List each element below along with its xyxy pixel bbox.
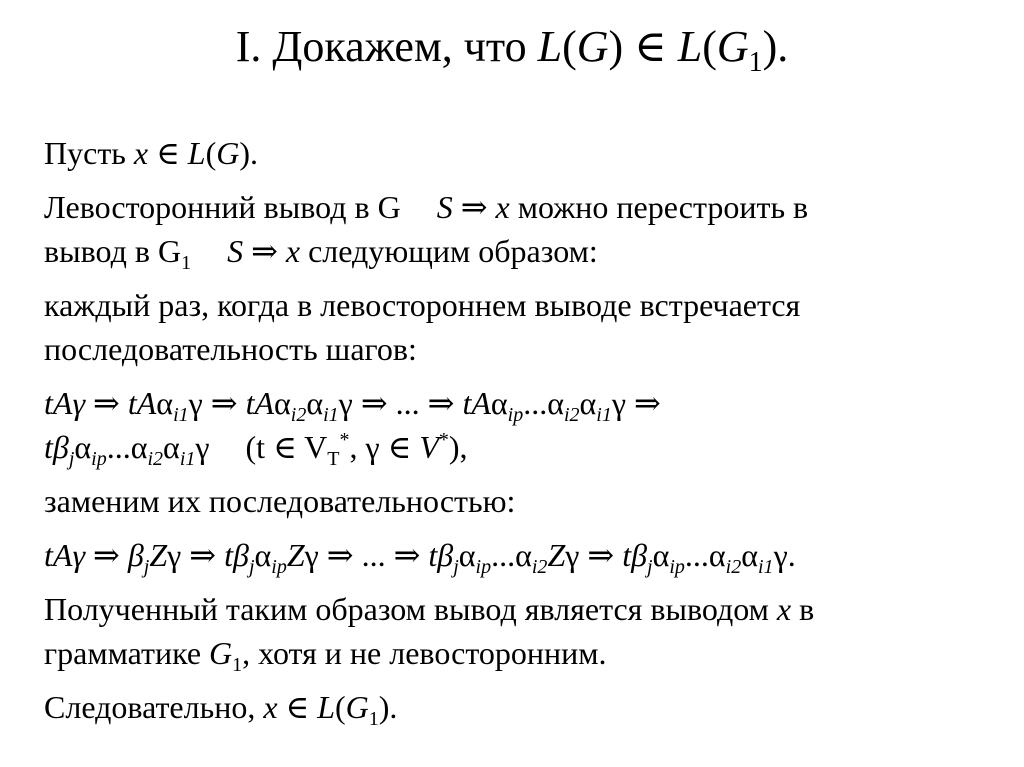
line-sequence-of-steps: последовательность шагов: [44, 331, 417, 367]
line-derivation-g1: вывод в $G_1$ S ⇒ x следующим образом: [44, 233, 598, 274]
line-conclusion: Следовательно, x ∈ $L(G_1)$. [44, 689, 398, 730]
line-resulting-derivation: Полученный таким образом вывод является выводом x в [44, 591, 815, 627]
formula-derivation-steps: tAγ ⇒ tAα$_{i1}$γ ⇒ $tA\alpha_{i2}\alpha_{i1}\gamma$ ⇒ ... ⇒ $tA\alpha_{ip}...\alpha_{i2}\alpha_{i1}\gamma$ ⇒ [44, 385, 661, 426]
line-each-time: каждый раз, когда в левостороннем выводе встречается [44, 287, 801, 323]
line-replace-with: заменим их последовательностью: [44, 483, 516, 519]
line-let-x: Пусть x ∈ L(G). [44, 135, 258, 171]
line-grammar-g1: грамматике $G_1$, хотя и не левосторонним. [44, 635, 607, 676]
line-leftmost-derivation: Левосторонний вывод в G S ⇒ x можно перестроить в [44, 189, 809, 225]
slide-title: I. Докажем, что L(G) ∈ $L(G_1)$. [235, 22, 789, 78]
formula-replacement-steps: tAγ ⇒ $\beta_jZ\gamma$ ⇒ $t\beta_j\alpha_{ip}Z\gamma$ ⇒ ... ⇒ $t\beta_j\alpha_{ip}...\alpha_{i2}Z\gamma$ ⇒ $t\beta_j\alpha_{ip}...\alpha_{i2}\alpha_{i1}\gamma$. [44, 537, 796, 578]
formula-derivation-tail: $t\beta_j\alpha_{ip}...\alpha_{i2}\alpha_{i1}\gamma$ (t ∈ $V_T^*$, γ ∈ V*), [44, 429, 468, 470]
